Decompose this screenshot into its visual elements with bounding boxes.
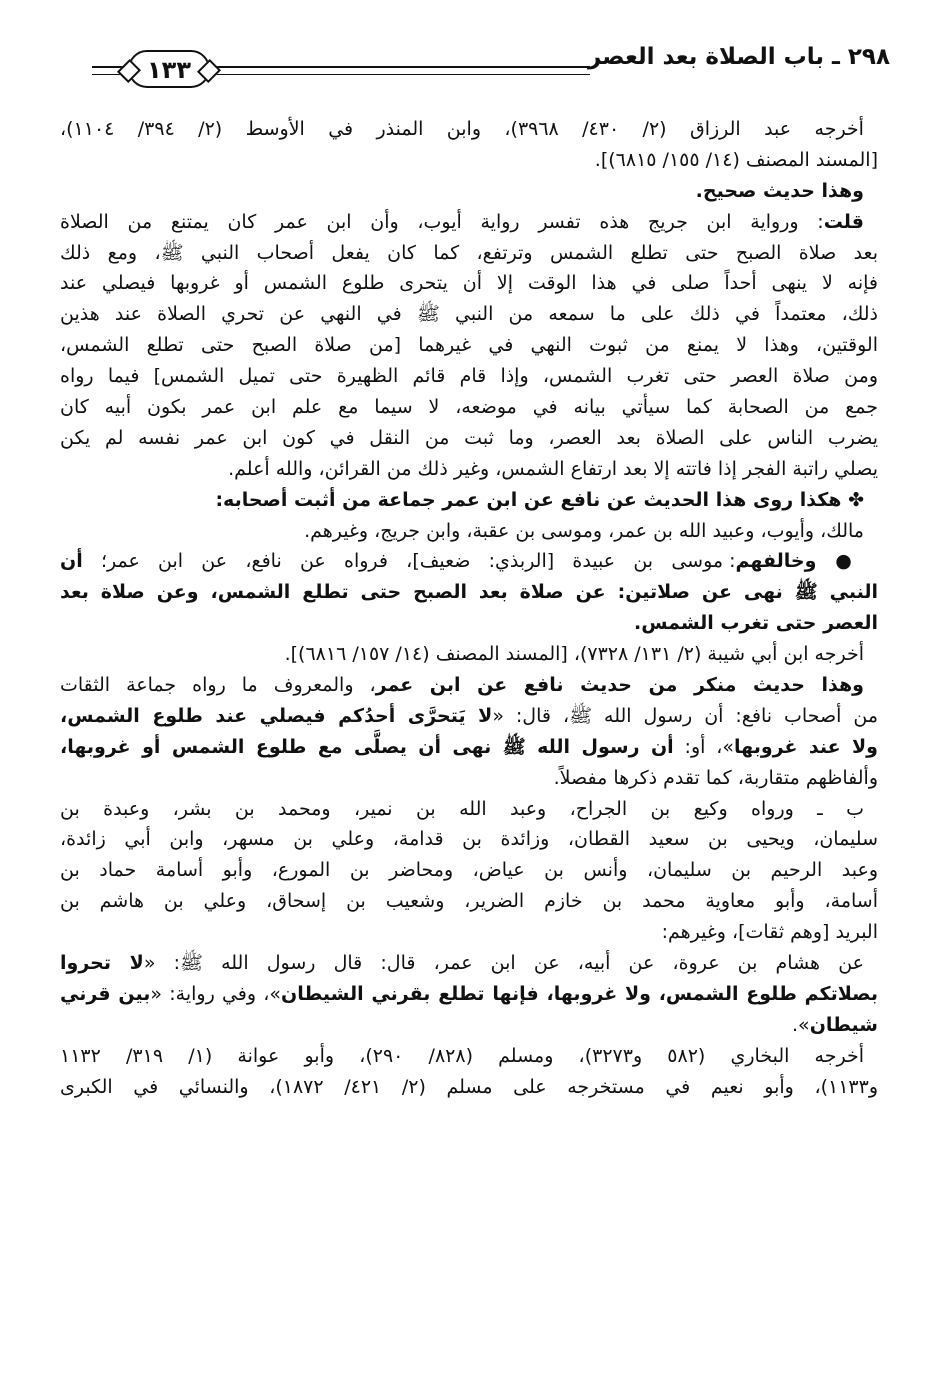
text-segment: و١١٣٣)، وأبو نعيم في مستخرجه على مسلم (٢/ ٤٢١/ ١٨٧٢)، والنسائي في الكبرى [60, 1075, 879, 1098]
header-rule [212, 66, 590, 68]
bold-text-segment: ● وخالفهم [735, 550, 864, 573]
text-line [60, 701, 878, 732]
text-segment: سليمان، ويحيى بن سعيد القطان، وزائدة بن قدامة، وعلي بن مسهر، وابن أبي زائدة، [60, 828, 878, 851]
text-line [60, 608, 878, 639]
text-segment: »، وفي رواية: « [150, 982, 282, 1005]
text-segment: الوقتين، وهذا لا يمنع من ثبوت النهي في غيرهما [من صلاة الصبح حتى تطلع الشمس، [60, 334, 878, 357]
text-segment: ب ـ ورواه وكيع بن الجراح، وعبد الله بن نمير، ومحمد بن بشر، وعبدة بن [60, 797, 864, 820]
chapter-title: ٢٩٨ ـ باب الصلاة بعد العصر [587, 44, 890, 70]
text-line [60, 917, 878, 948]
text-line [60, 114, 878, 145]
text-segment: بعد صلاة الصبح حتى تطلع الشمس وترتفع، كما كان يفعل أصحاب النبي ﷺ، ومع ذلك [60, 241, 878, 264]
text-line [60, 176, 878, 207]
text-segment: : موسى بن عبيدة [الربذي: ضعيف]، فرواه عن نافع، عن ابن عمر؛ [82, 550, 736, 573]
text-line [60, 670, 878, 701]
text-line [60, 948, 878, 979]
text-line [60, 1072, 878, 1103]
text-segment: [المسند المصنف (١٤/ ١٥٥/ ٦٨١٥)]. [594, 148, 878, 171]
text-line [60, 361, 878, 392]
text-segment: البريد [وهم ثقات]، وغيرهم: [661, 921, 878, 944]
text-line [60, 824, 878, 855]
text-line [60, 639, 878, 670]
text-line [60, 145, 878, 176]
bold-text-segment: أن رسول الله ﷺ نهى أن يصلَّى مع طلوع الشمس أو غروبها، [60, 735, 674, 758]
text-line [60, 855, 878, 886]
text-line [60, 392, 878, 423]
bold-text-segment: وهذا حديث منكر من حديث نافع عن ابن عمر [375, 674, 864, 697]
bold-text-segment: ✤ هكذا روى هذا الحديث عن نافع عن ابن عمر جماعة من أثبت أصحابه: [215, 488, 864, 511]
text-line [60, 485, 878, 516]
bold-text-segment: ولا عند غروبها [734, 735, 878, 758]
text-segment: ». [792, 1013, 810, 1036]
text-line [60, 732, 878, 763]
text-segment: أخرجه البخاري (٥٨٢ و٣٢٧٣)، ومسلم (٨٢٨/ ٢٩٠)، وأبو عوانة (١/ ٣١٩/ ١١٣٢ [60, 1044, 864, 1067]
bold-text-segment: وهذا حديث صحيح. [695, 179, 864, 202]
bold-text-segment: بصلاتكم طلوع الشمس، ولا غروبها، فإنها تطلع بقرني الشيطان [281, 982, 878, 1005]
text-segment: أخرجه عبد الرزاق (٢/ ٤٣٠/ ٣٩٦٨)، وابن المنذر في الأوسط (٢/ ٣٩٤/ ١١٠٤)، [60, 118, 864, 140]
text-segment: ، والمعروف ما رواه جماعة الثقات [60, 674, 376, 697]
page-header [82, 44, 890, 100]
page-body [60, 114, 878, 1103]
text-segment: »، أو: [673, 735, 735, 758]
header-rule [212, 74, 590, 75]
text-line [60, 546, 878, 577]
text-line [60, 423, 878, 454]
text-segment: وعبد الرحيم بن سليمان، وأنس بن عياض، ومحاضر بن المورع، وأبو أسامة حماد بن [60, 859, 878, 882]
text-line [60, 763, 878, 794]
bold-text-segment: لا يَتحرَّى أحدُكم فيصلي عند طلوع الشمس، [60, 704, 493, 727]
text-segment: ذلك، معتمداً في ذلك على ما سمعه من النبي ﷺ في النهي عن تحري الصلاة عند هذين [60, 303, 878, 326]
bold-text-segment: النبي ﷺ نهى عن صلاتين: عن صلاة بعد الصبح حتى تطلع الشمس، وعن صلاة بعد [60, 581, 878, 604]
text-segment: مالك، وأيوب، وعبيد الله بن عمر، وموسى بن عقبة، وابن جريج، وغيرهم. [304, 519, 864, 542]
text-segment: يضرب الناس على الصلاة بعد العصر، وما ثبت من النقل في كون ابن عمر نفسه لم يكن [60, 426, 878, 449]
text-segment: : ورواية ابن جريج هذه تفسر رواية أيوب، وأن ابن عمر كان يمتنع من الصلاة [60, 210, 824, 233]
text-line [60, 299, 878, 330]
page-number-badge [128, 50, 210, 88]
bold-text-segment: شيطان [809, 1013, 878, 1036]
text-segment: ومن صلاة العصر حتى تغرب الشمس، وإذا قام قائم الظهيرة حتى تميل الشمس] فيما رواه [60, 365, 878, 388]
text-line [60, 1041, 878, 1072]
text-segment: أسامة، وأبو معاوية محمد بن خازم الضرير، وشعيب بن إسحاق، وعلي بن هاشم بن [60, 890, 878, 913]
text-line [60, 1010, 878, 1041]
text-line [60, 577, 878, 608]
text-line [60, 238, 878, 269]
bold-text-segment: بين قرني [60, 982, 151, 1005]
text-segment: فإنه لا ينهى أحداً صلى في هذا الوقت إلا أن يتحرى طلوع الشمس أو غروبها فيصلي عند [60, 272, 878, 295]
bold-text-segment: قلت [823, 210, 864, 233]
text-segment: وألفاظهم متقاربة، كما تقدم ذكرها مفصلاً. [553, 766, 878, 789]
text-line [60, 979, 878, 1010]
bold-text-segment: أن [60, 550, 83, 573]
text-line [60, 330, 878, 361]
text-line [60, 794, 878, 825]
text-line [60, 454, 878, 485]
text-segment: يصلي راتبة الفجر إذا فاتته إلا بعد ارتفاع الشمس، وغير ذلك من القرائن، والله أعلم. [228, 457, 878, 480]
page-number: ١٣٣ [147, 56, 191, 84]
text-line [60, 207, 878, 238]
bold-text-segment: العصر حتى تغرب الشمس. [634, 612, 878, 635]
bold-text-segment: لا تحروا [60, 952, 144, 975]
text-line [60, 516, 878, 547]
text-line [60, 268, 878, 299]
text-segment: من أصحاب نافع: أن رسول الله ﷺ، قال: « [492, 704, 879, 727]
text-segment: أخرجه ابن أبي شيبة (٢/ ١٣١/ ٧٣٢٨)، [المسند المصنف (١٤/ ١٥٧/ ٦٨١٦)]. [284, 643, 864, 666]
text-segment: جمع من الصحابة كما سيأتي بيانه في موضعه، لا سيما مع علم ابن عمر بكون أبيه كان [60, 396, 878, 419]
text-line [60, 886, 878, 917]
text-segment: عن هشام بن عروة، عن أبيه، عن ابن عمر، قال: قال رسول الله ﷺ: « [143, 952, 865, 975]
